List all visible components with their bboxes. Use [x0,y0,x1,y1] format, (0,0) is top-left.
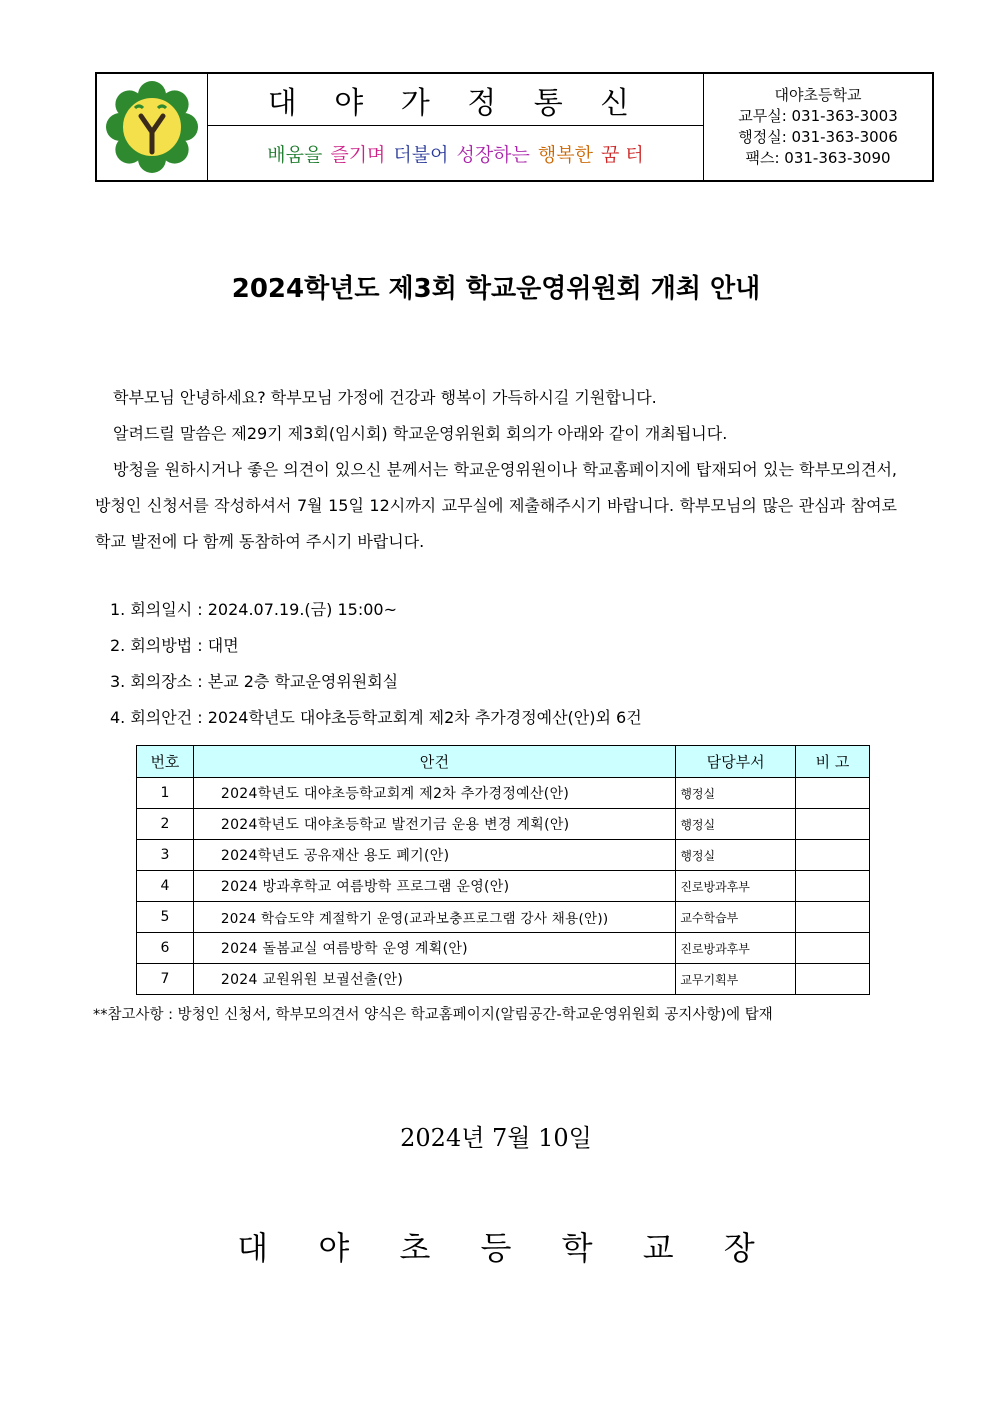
newsletter-header [95,72,934,182]
row-dept: 행정실 [676,809,796,840]
school-emblem-icon [103,78,201,176]
detail-item: 3. 회의장소 : 본교 2층 학교운영위원회실 [110,672,399,691]
header-dept: 담당부서 [676,746,796,778]
row-dept: 행정실 [676,778,796,809]
issue-date: 2024년 7월 10일 [400,1124,592,1152]
reference-note: **참고사항 : 방청인 신청서, 학부모의견서 양식은 학교홈페이지(알림공간-학교운영위원회 공지사항)에 탑재 [93,1007,773,1023]
paragraph: 알려드릴 말씀은 제29기 제3회(임시회) 학교운영위원회 회의가 아래와 같이 개최됩니다. [113,424,728,443]
row-note [795,933,869,964]
header-note: 비 고 [795,746,869,778]
row-note [795,840,869,871]
table-row [137,964,870,995]
school-slogan [208,126,703,180]
detail-item: 1. 회의일시 : 2024.07.19.(금) 15:00~ [110,600,397,619]
admin-phone: 행정실: 031-363-3006 [738,128,898,146]
slogan-word: 성장하는 [456,143,530,166]
table-row [137,809,870,840]
row-no: 5 [137,902,194,933]
slogan-word: 더불어 [393,143,449,166]
table-row [137,871,870,902]
row-dept: 진로방과후부 [676,871,796,902]
document-title: 2024학년도 제3회 학교운영위원회 개최 안내 [231,274,761,304]
detail-item: 4. 회의안건 : 2024학년도 대야초등학교회계 제2차 추가경정예산(안)외 6건 [110,708,642,727]
table-row [137,840,870,871]
intro-paragraphs [95,380,897,560]
slogan-word: 배움을 [267,143,323,166]
fax-number: 팩스: 031-363-3090 [745,149,891,167]
row-note [795,871,869,902]
row-item: 2024학년도 공유재산 용도 폐기(안) [193,840,675,871]
table-header-row [137,746,870,778]
school-contact [704,74,932,180]
row-item: 2024학년도 대야초등학교 발전기금 운용 변경 계획(안) [193,809,675,840]
slogan-word: 즐기며 [330,143,386,166]
table-row [137,778,870,809]
office-phone: 교무실: 031-363-3003 [738,107,898,125]
table-row [137,933,870,964]
row-dept: 행정실 [676,840,796,871]
detail-item: 2. 회의방법 : 대면 [110,636,239,655]
row-dept: 교무기획부 [676,964,796,995]
paragraph: 학부모님 안녕하세요? 학부모님 가정에 건강과 행복이 가득하시길 기원합니다. [113,388,657,407]
principal-signature: 대 야 초 등 학 교 장 [237,1229,775,1267]
meeting-details [110,592,642,736]
row-dept: 진로방과후부 [676,933,796,964]
header-item: 안건 [193,746,675,778]
row-note [795,809,869,840]
slogan-word: 꿈 터 [600,143,644,166]
row-no: 2 [137,809,194,840]
row-note [795,902,869,933]
row-item: 2024 방과후학교 여름방학 프로그램 운영(안) [193,871,675,902]
paragraph: 방청을 원하시거나 좋은 의견이 있으신 분께서는 학교운영위원이나 학교홈페이지에 탑재되어 있는 학부모의견서, 방청인 신청서를 작성하셔서 7월 15일 12시까지 교무실에 제출해주시기 바랍니다. 학부모님의 많은 관심과 참여로 학교 발전에 다 함께 동참하여 주시기 바랍니다. [95,460,897,551]
agenda-table [136,745,870,995]
table-row [137,902,870,933]
row-no: 1 [137,778,194,809]
row-item: 2024 돌봄교실 여름방학 운영 계획(안) [193,933,675,964]
header-no: 번호 [137,746,194,778]
newsletter-title: 대 야 가 정 통 신 [208,74,703,126]
logo-cell [97,74,208,180]
row-note [795,964,869,995]
slogan-word: 행복한 [537,143,593,166]
row-no: 4 [137,871,194,902]
school-name: 대야초등학교 [774,86,862,104]
row-no: 7 [137,964,194,995]
row-item: 2024 학습도약 계절학기 운영(교과보충프로그램 강사 채용(안)) [193,902,675,933]
row-no: 3 [137,840,194,871]
row-dept: 교수학습부 [676,902,796,933]
row-item: 2024 교원위원 보궐선출(안) [193,964,675,995]
row-no: 6 [137,933,194,964]
row-note [795,778,869,809]
header-middle [208,74,704,180]
row-item: 2024학년도 대야초등학교회계 제2차 추가경정예산(안) [193,778,675,809]
